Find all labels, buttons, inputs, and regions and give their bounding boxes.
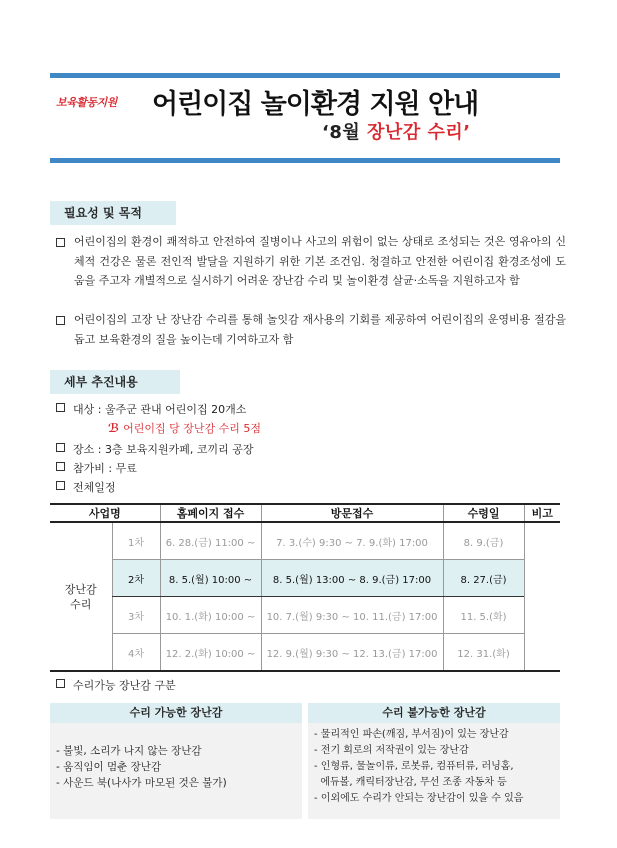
schedule-table	[50, 503, 560, 672]
round-cell: 4차	[112, 634, 160, 672]
web-cell: 8. 5.(월) 10:00 ~	[160, 560, 261, 597]
header-top-rule	[50, 73, 560, 78]
header-bottom-rule	[50, 158, 560, 163]
category-cell: 장난감 수리	[50, 522, 112, 671]
purpose-paragraph-1: 어린이집의 환경이 쾌적하고 안전하여 질병이나 사고의 위험이 없는 상태로 조성되는 것은 영유아의 신체적 건강은 물론 전인적 발달을 지원하기 위한 기본 조건임. 청결하고 안전한 어린이집 환경조성에 도움을 주고자 개별적으로 실시하기 어려운 장난감 수리 및 놀이환경 살균·소독을 지원하고자 함	[56, 232, 566, 291]
highlight-icon: ℬ	[108, 421, 120, 435]
place-line: 장소 : 3층 보육지원카페, 코끼리 공장	[56, 440, 253, 460]
receive-cell: 12. 31.(화)	[443, 634, 524, 672]
round-cell: 1차	[112, 522, 160, 560]
list-item: - 사운드 북(나사가 마모된 것은 불가)	[56, 777, 227, 789]
subtitle-month: ‘8월	[322, 122, 361, 143]
section-purpose-header: 필요성 및 목적	[50, 201, 176, 225]
web-cell: 10. 1.(화) 10:00 ~	[160, 597, 261, 634]
repairable-list	[50, 723, 302, 791]
list-item: - 물리적인 파손(깨짐, 부서짐)이 있는 장난감	[314, 729, 509, 740]
repairable-header: 수리 가능한 장난감	[50, 703, 302, 723]
section-details-header: 세부 추진내용	[50, 370, 180, 394]
checkbox-bullet-icon	[56, 443, 65, 452]
checkbox-bullet-icon	[56, 679, 65, 688]
list-item: - 인형류, 물놀이류, 로봇류, 컴퓨터류, 러닝홈,	[314, 761, 514, 772]
visit-cell: 8. 5.(월) 13:00 ~ 8. 9.(금) 17:00	[261, 560, 443, 597]
checkbox-bullet-icon	[56, 462, 65, 471]
schedule-label: 전체일정	[56, 478, 116, 498]
list-item: - 불빛, 소리가 나지 않는 장난감	[56, 745, 202, 757]
non-repairable-box	[308, 703, 560, 819]
receive-cell: 11. 5.(화)	[443, 597, 524, 634]
receive-cell: 8. 27.(금)	[443, 560, 524, 597]
checkbox-bullet-icon	[56, 316, 65, 325]
note-cell	[524, 522, 560, 671]
repairable-box	[50, 703, 302, 819]
purpose-paragraph-2: 어린이집의 고장 난 장난감 수리를 통해 놀잇감 재사용의 기회를 제공하여 어린이집의 운영비용 절감을 돕고 보육환경의 질을 높이는데 기여하고자 함	[56, 310, 566, 349]
header-business: 사업명	[50, 504, 160, 522]
subtitle-topic: 장난감 수리’	[367, 122, 471, 143]
logo: 보육활동지원	[56, 96, 117, 109]
visit-cell: 10. 7.(월) 9:30 ~ 10. 11.(금) 17:00	[261, 597, 443, 634]
target-line: 대상 : 울주군 관내 어린이집 20개소	[56, 400, 246, 420]
repair-label: 수리가능 장난감 구분	[56, 676, 176, 696]
page-title: 어린이집 놀이환경 지원 안내	[152, 89, 479, 120]
list-item: - 전기 회로의 저작권이 있는 장난감	[314, 745, 469, 756]
repair-limit-note: ℬ 어린이집 당 장난감 수리 5점	[108, 421, 262, 435]
non-repairable-header: 수리 불가능한 장난감	[308, 703, 560, 723]
table-header-row	[50, 504, 560, 522]
checkbox-bullet-icon	[56, 403, 65, 412]
web-cell: 6. 28.(금) 11:00 ~	[160, 522, 261, 560]
checkbox-bullet-icon	[56, 238, 65, 247]
list-item: - 움직임이 멈춘 장난감	[56, 761, 162, 773]
list-item: - 이외에도 수리가 안되는 장난감이 있을 수 있음	[314, 793, 524, 804]
checkbox-bullet-icon	[56, 481, 65, 490]
table-row	[50, 597, 560, 634]
round-cell: 3차	[112, 597, 160, 634]
round-cell: 2차	[112, 560, 160, 597]
table-row	[50, 634, 560, 672]
non-repairable-list	[308, 723, 560, 807]
table-row-current	[50, 560, 560, 597]
list-item: 에듀볼, 캐릭터장난감, 무선 조종 자동차 등	[314, 777, 507, 788]
visit-cell: 7. 3.(수) 9:30 ~ 7. 9.(화) 17:00	[261, 522, 443, 560]
fee-line: 참가비 : 무료	[56, 459, 137, 479]
header-receive: 수령일	[443, 504, 524, 522]
visit-cell: 12. 9.(월) 9:30 ~ 12. 13.(금) 17:00	[261, 634, 443, 672]
page-subtitle	[322, 118, 471, 144]
receive-cell: 8. 9.(금)	[443, 522, 524, 560]
table-row	[50, 522, 560, 560]
header-note: 비고	[524, 504, 560, 522]
header-visit: 방문접수	[261, 504, 443, 522]
web-cell: 12. 2.(화) 10:00 ~	[160, 634, 261, 672]
header-web: 홈페이지 접수	[160, 504, 261, 522]
